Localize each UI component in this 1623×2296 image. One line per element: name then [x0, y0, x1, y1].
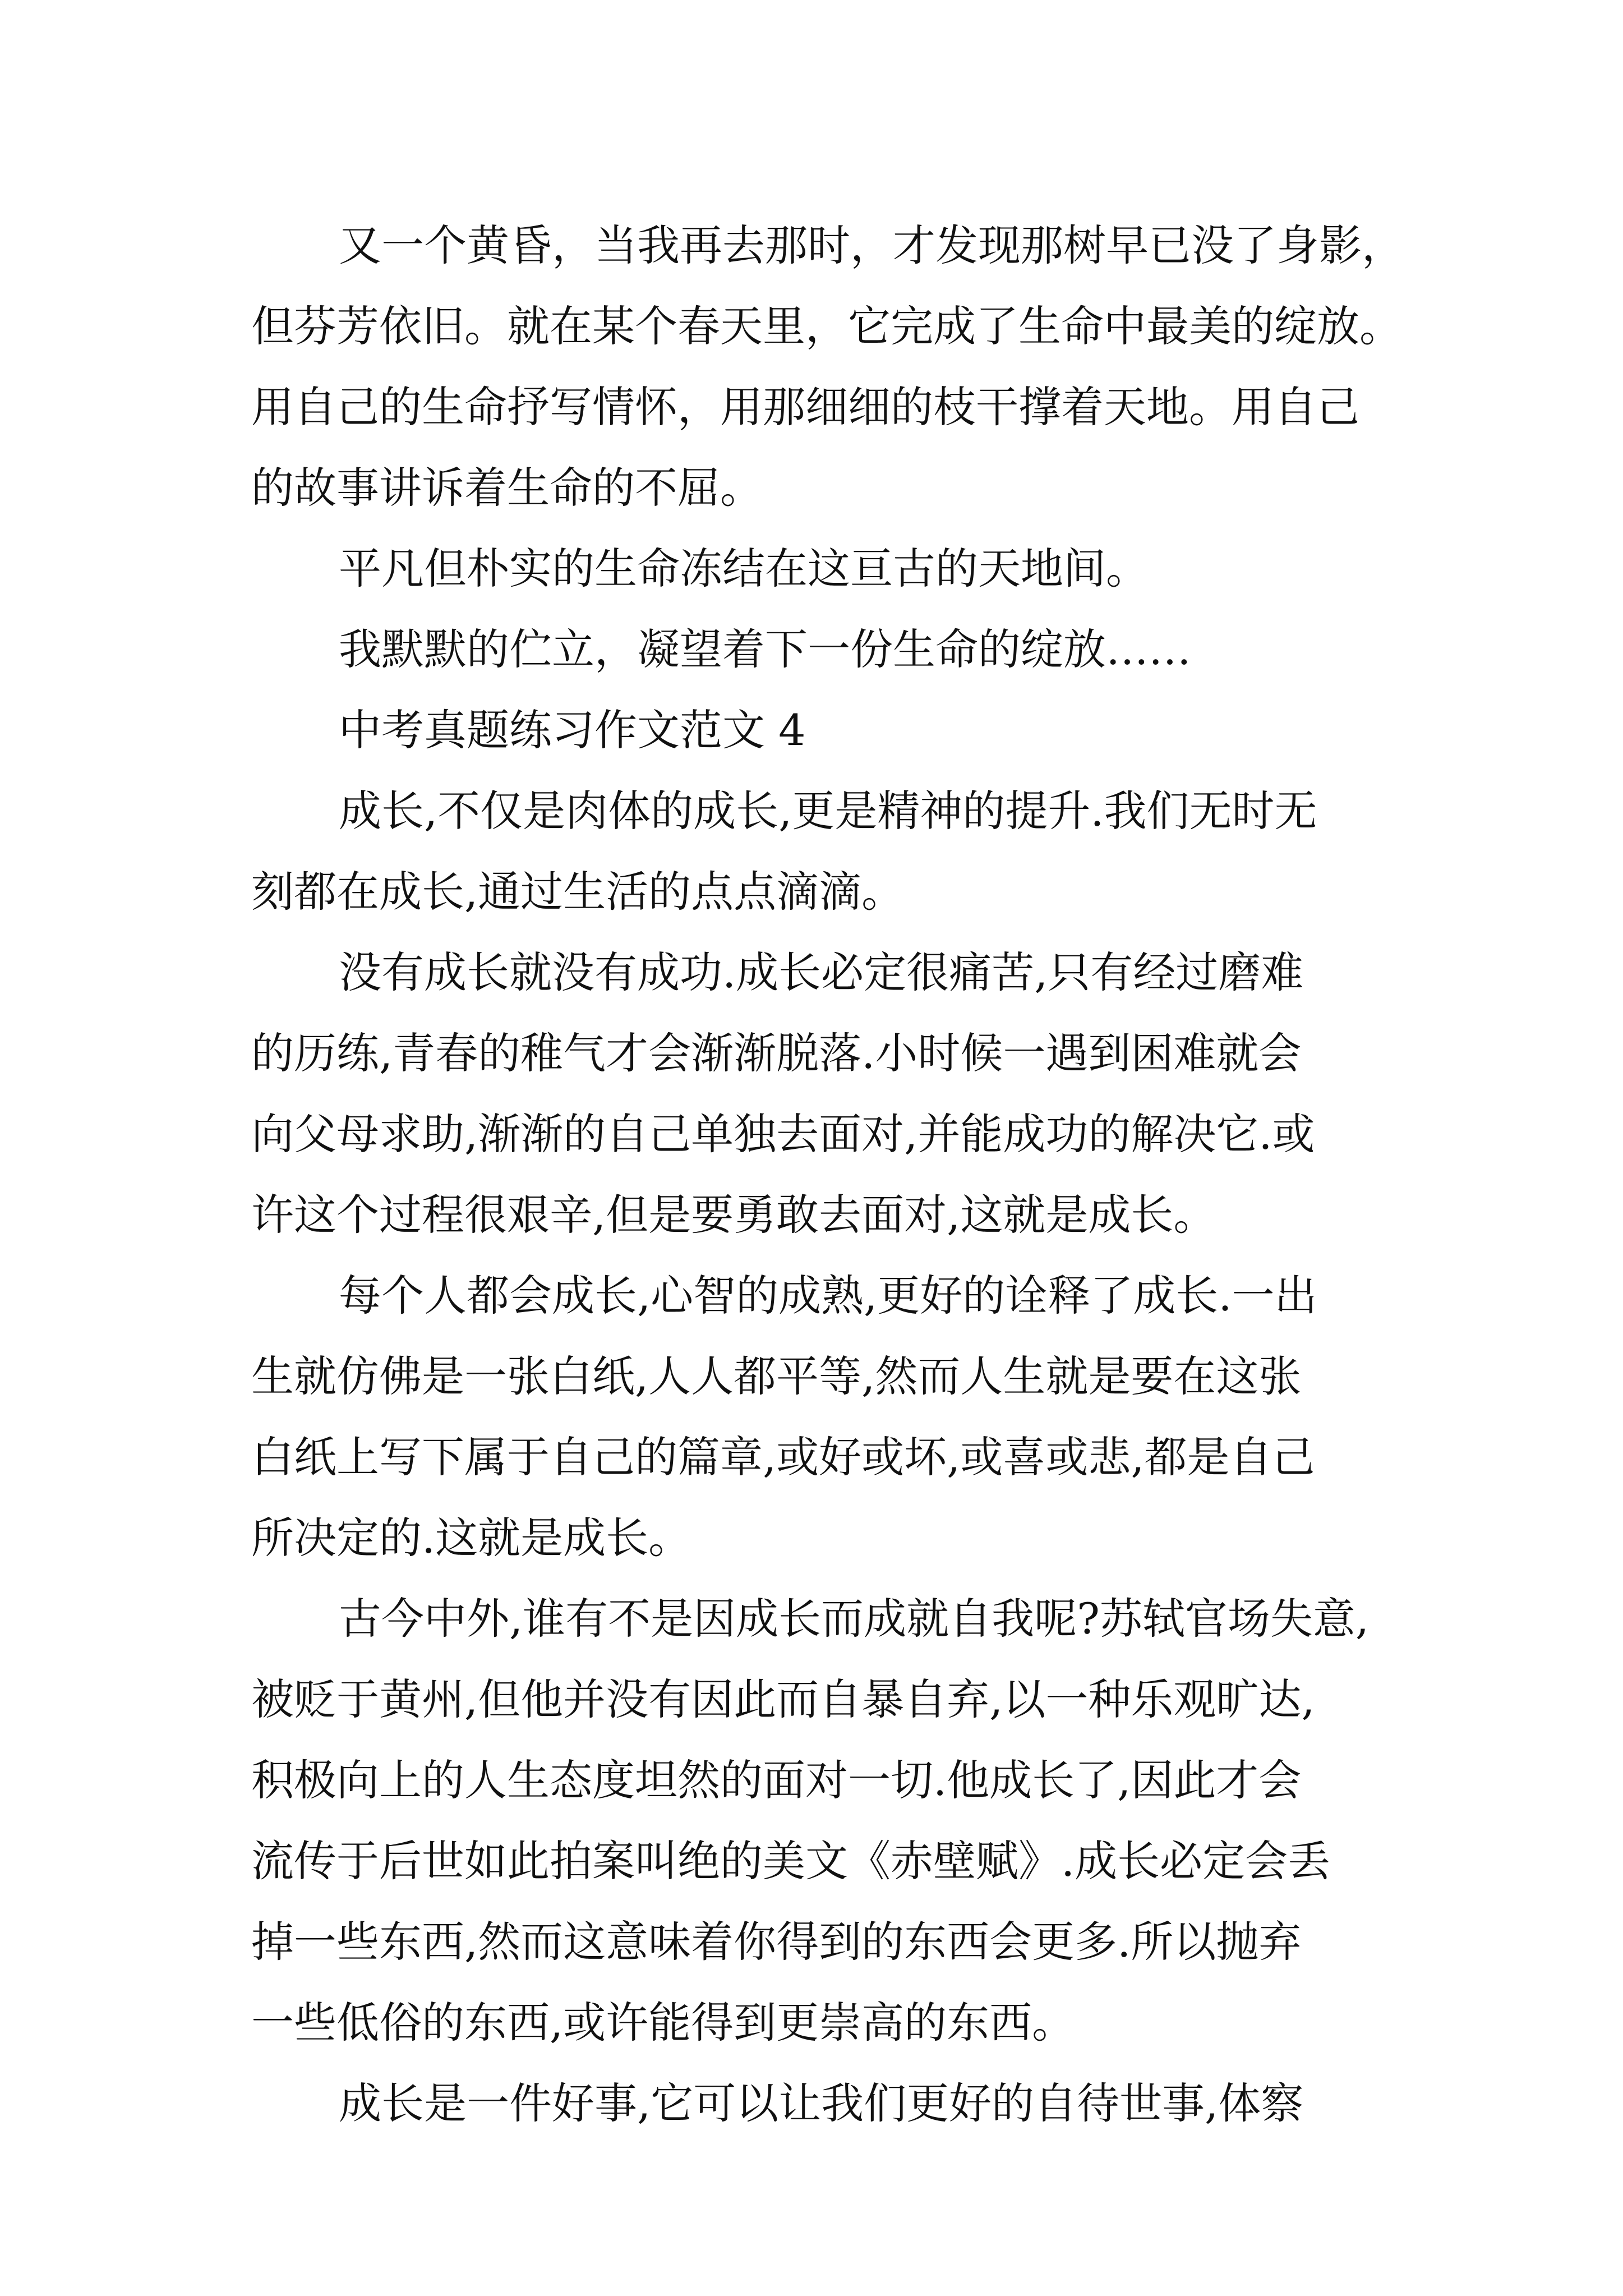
- text-line: 又一个黄昏，当我再去那时，才发现那树早已没了身影，: [339, 220, 1404, 270]
- text-line: 一些低俗的东西,或许能得到更崇高的东西。: [251, 1998, 1075, 2047]
- text-line: 我默默的伫立，凝望着下一份生命的绽放……: [339, 624, 1191, 674]
- text-line: 所决定的.这就是成长。: [251, 1513, 691, 1563]
- text-line: 成长是一件好事,它可以让我们更好的自待世事,体察: [339, 2078, 1304, 2128]
- text-line: 掉一些东西,然而这意味着你得到的东西会更多.所以抛弃: [251, 1917, 1302, 1967]
- text-line: 的历练,青春的稚气才会渐渐脱落.小时候一遇到困难就会: [251, 1028, 1302, 1078]
- text-line: 用自己的生命抒写情怀，用那细细的枝干撑着天地。用自己: [251, 382, 1359, 432]
- heading-text: 中考真题练习作文范文 4: [339, 705, 806, 755]
- text-line: 积极向上的人生态度坦然的面对一切.他成长了,因此才会: [251, 1755, 1302, 1805]
- text-line: 刻都在成长,通过生活的点点滴滴。: [251, 867, 905, 917]
- text-line: 没有成长就没有成功.成长必定很痛苦,只有经过磨难: [339, 947, 1304, 997]
- text-line: 成长,不仅是肉体的成长,更是精神的提升.我们无时无: [339, 786, 1317, 836]
- text-line: 向父母求助,渐渐的自己单独去面对,并能成功的解决它.或: [251, 1109, 1315, 1159]
- text-line: 古今中外,谁有不是因成长而成就自我呢?苏轼官场失意,: [339, 1594, 1370, 1644]
- text-line: 每个人都会成长,心智的成熟,更好的诠释了成长.一出: [339, 1271, 1317, 1320]
- text-line: 被贬于黄州,但他并没有因此而自暴自弃,以一种乐观旷达,: [251, 1674, 1315, 1724]
- text-line: 但芬芳依旧。就在某个春天里，它完成了生命中最美的绽放。: [251, 301, 1402, 351]
- text-line: 许这个过程很艰辛,但是要勇敢去面对,这就是成长。: [251, 1190, 1216, 1240]
- text-line: 白纸上写下属于自己的篇章,或好或坏,或喜或悲,都是自己: [251, 1432, 1315, 1482]
- text-line: 的故事讲诉着生命的不屈。: [251, 463, 763, 513]
- text-line: 生就仿佛是一张白纸,人人都平等,然而人生就是要在这张: [251, 1351, 1302, 1401]
- text-line: 流传于后世如此拍案叫绝的美文《赤壁赋》.成长必定会丢: [251, 1836, 1331, 1886]
- text-line: 平凡但朴实的生命冻结在这亘古的天地间。: [339, 544, 1149, 593]
